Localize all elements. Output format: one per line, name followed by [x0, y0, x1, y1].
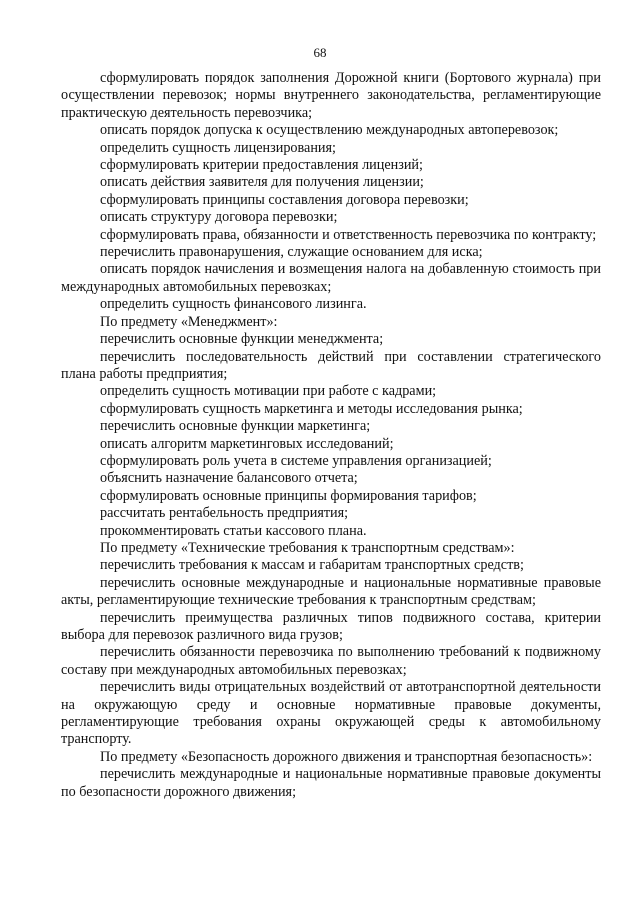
document-body: [61, 70, 601, 801]
paragraph: объяснить назначение балансового отчета;: [100, 470, 358, 487]
paragraph: сформулировать роль учета в системе управления организацией;: [100, 452, 492, 469]
paragraph: сформулировать порядок заполнения Дорожной книги (Бортового журнала) при осуществлении перевозок; нормы внутреннего законодательства, регламентирующие практическую деятельность перевозчика;: [61, 70, 601, 121]
paragraph: сформулировать основные принципы формирования тарифов;: [100, 487, 477, 504]
paragraph: По предмету «Технические требования к транспортным средствам»:: [100, 539, 515, 556]
paragraph: описать действия заявителя для получения лицензии;: [100, 174, 424, 191]
paragraph: перечислить международные и национальные нормативные правовые документы по безопасности дорожного движения;: [61, 766, 601, 800]
paragraph: описать алгоритм маркетинговых исследований;: [100, 435, 394, 452]
paragraph: перечислить виды отрицательных воздействий от автотранспортной деятельности на окружающую среду и основные нормативные правовые документы, регламентирующие требования охраны окружающей среды к автомобильному транспорту.: [61, 679, 601, 748]
page-number: 68: [313, 45, 327, 60]
paragraph: перечислить преимущества различных типов подвижного состава, критерии выбора для перевозок различного вида грузов;: [61, 609, 601, 643]
paragraph: сформулировать сущность маркетинга и методы исследования рынка;: [100, 400, 523, 417]
paragraph: определить сущность лицензирования;: [100, 139, 336, 156]
paragraph: перечислить требования к массам и габаритам транспортных средств;: [100, 557, 524, 574]
paragraph: рассчитать рентабельность предприятия;: [100, 505, 349, 522]
paragraph: перечислить обязанности перевозчика по выполнению требований к подвижному составу при международных автомобильных перевозках;: [61, 644, 601, 678]
paragraph: описать порядок начисления и возмещения налога на добавленную стоимость при международных автомобильных перевозках;: [61, 261, 601, 295]
paragraph: перечислить правонарушения, служащие основанием для иска;: [100, 244, 483, 261]
paragraph: сформулировать критерии предоставления лицензий;: [100, 157, 423, 174]
paragraph: перечислить последовательность действий при составлении стратегического плана работы предприятия;: [61, 348, 601, 382]
paragraph: перечислить основные функции менеджмента;: [100, 331, 384, 348]
paragraph: сформулировать принципы составления договора перевозки;: [100, 191, 469, 208]
paragraph: По предмету «Безопасность дорожного движения и транспортная безопасность»:: [100, 748, 593, 765]
paragraph: определить сущность финансового лизинга.: [100, 296, 367, 313]
paragraph: перечислить основные функции маркетинга;: [100, 418, 371, 435]
paragraph: По предмету «Менеджмент»:: [100, 313, 278, 330]
paragraph: сформулировать права, обязанности и ответственность перевозчика по контракту;: [100, 226, 597, 243]
paragraph: описать порядок допуска к осуществлению международных автоперевозок;: [100, 122, 559, 139]
paragraph: описать структуру договора перевозки;: [100, 209, 338, 226]
paragraph: перечислить основные международные и национальные нормативные правовые акты, регламентирующие технические требования к транспортным средствам;: [61, 574, 601, 609]
paragraph: прокомментировать статьи кассового плана.: [100, 522, 367, 539]
paragraph: определить сущность мотивации при работе с кадрами;: [100, 383, 437, 400]
